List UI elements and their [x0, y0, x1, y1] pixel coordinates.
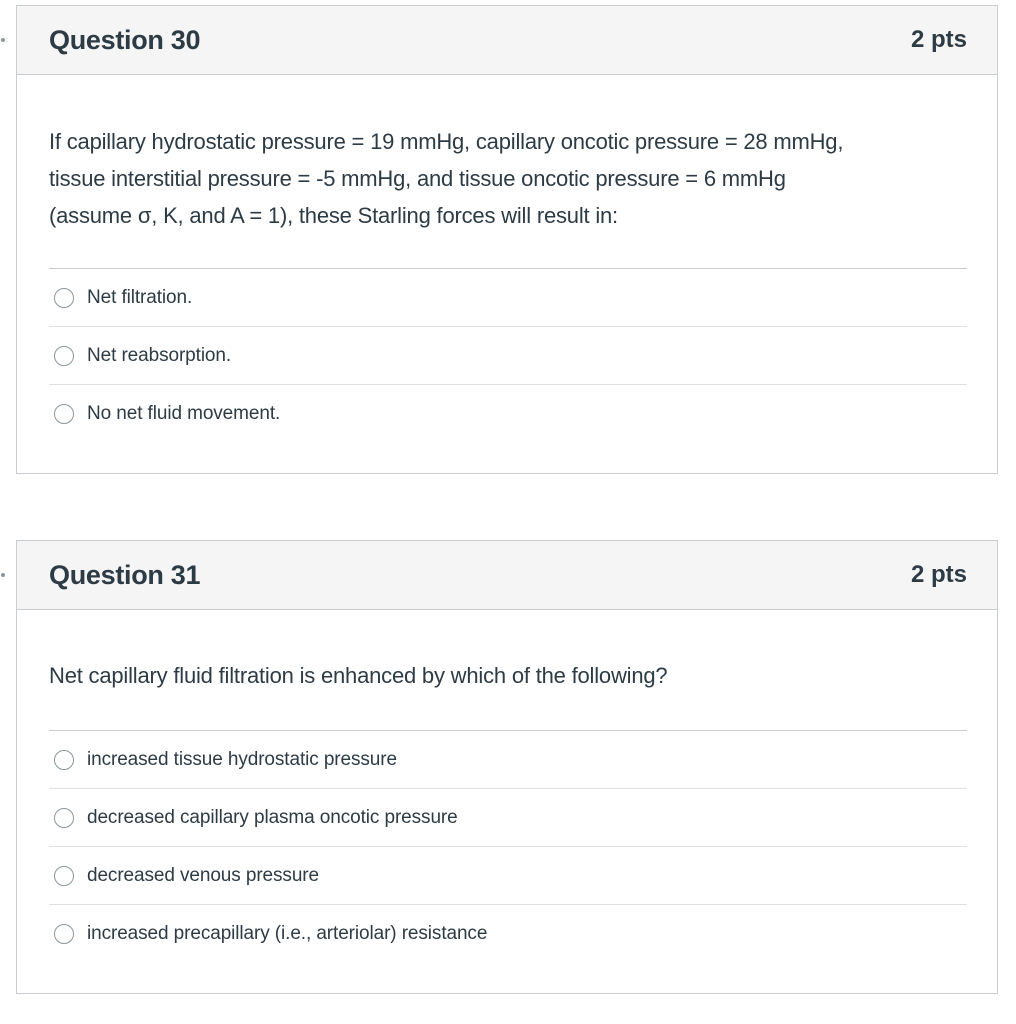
question-text	[17, 610, 997, 730]
question-card-31	[16, 540, 998, 994]
question-title: Question 30	[49, 24, 201, 55]
answer-option[interactable]	[49, 905, 967, 962]
radio-button[interactable]	[54, 924, 74, 944]
question-marker-dot	[1, 573, 5, 577]
answer-label: Net reabsorption.	[87, 344, 232, 366]
answer-label: increased precapillary (i.e., arteriolar) resistance	[87, 922, 488, 944]
answer-label: Net filtration.	[87, 286, 193, 308]
answer-option[interactable]	[49, 385, 967, 442]
question-header	[17, 541, 997, 610]
radio-button[interactable]	[54, 288, 74, 308]
answer-option[interactable]	[49, 789, 967, 847]
radio-button[interactable]	[54, 866, 74, 886]
question-text	[17, 75, 997, 268]
question-text-line: tissue interstitial pressure = -5 mmHg, and tissue oncotic pressure = 6 mmHg	[49, 166, 786, 191]
answer-list	[49, 268, 967, 442]
answer-list	[49, 730, 967, 962]
radio-button[interactable]	[54, 750, 74, 770]
question-text-line: (assume σ, K, and A = 1), these Starling forces will result in:	[49, 203, 618, 228]
question-text-line: If capillary hydrostatic pressure = 19 mmHg, capillary oncotic pressure = 28 mmHg,	[49, 129, 844, 154]
question-marker-dot	[1, 38, 5, 42]
radio-button[interactable]	[54, 346, 74, 366]
answer-label: increased tissue hydrostatic pressure	[87, 748, 397, 770]
answer-label: decreased capillary plasma oncotic pressure	[87, 806, 458, 828]
answer-label: decreased venous pressure	[87, 864, 319, 886]
radio-button[interactable]	[54, 808, 74, 828]
radio-button[interactable]	[54, 404, 74, 424]
question-text-line: Net capillary fluid filtration is enhanced by which of the following?	[49, 663, 668, 688]
question-points: 2 pts	[910, 26, 967, 53]
question-points: 2 pts	[910, 561, 967, 588]
answer-option[interactable]	[49, 269, 967, 327]
question-card-30	[16, 5, 998, 474]
question-header	[17, 6, 997, 75]
answer-label: No net fluid movement.	[87, 402, 281, 424]
answer-option[interactable]	[49, 847, 967, 905]
question-title: Question 31	[49, 559, 201, 590]
answer-option[interactable]	[49, 731, 967, 789]
answer-option[interactable]	[49, 327, 967, 385]
